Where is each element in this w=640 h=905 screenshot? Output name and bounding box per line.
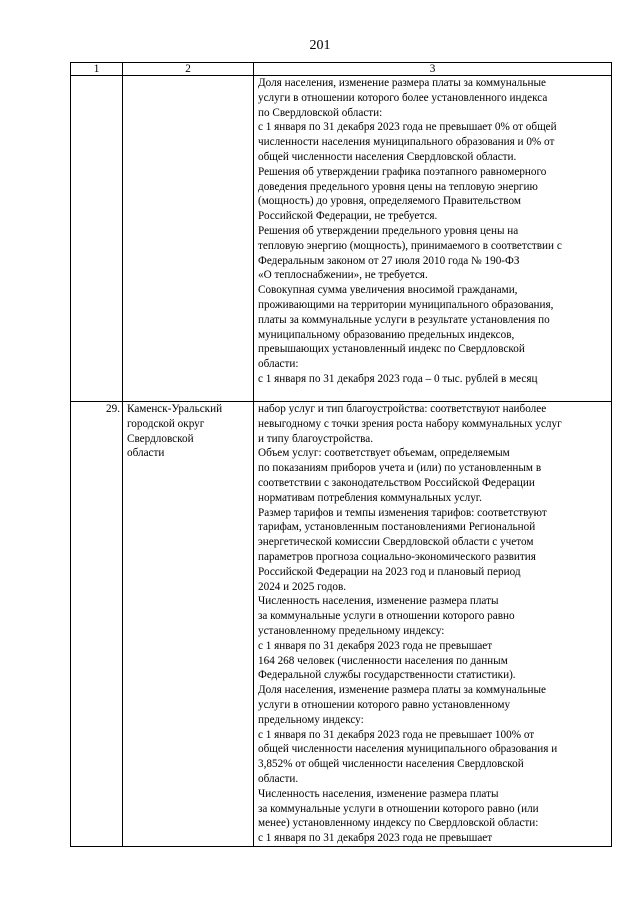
text-line: области. (258, 772, 299, 785)
text-line: Федеральной службы государственности статистики). (258, 669, 516, 682)
text-line: Численность населения, изменение размера платы (258, 595, 499, 608)
text-line: по Свердловской области: (258, 106, 383, 119)
text-line: Федеральным законом от 27 июля 2010 года № 190-ФЗ (258, 254, 520, 267)
text-line: установленному предельному индексу: (258, 624, 445, 637)
conditions-text-cell (254, 76, 612, 402)
column-header-3: 3 (254, 63, 612, 76)
row-number-cell: 29. (71, 402, 123, 847)
text-line: Решения об утверждении графика поэтапного равномерного (258, 165, 547, 178)
text-line: услуги в отношении которого более установленного индекса (258, 91, 548, 104)
text-line: Решения об утверждении предельного уровня цены на (258, 224, 519, 237)
text-line: по показаниям приборов учета и (или) по установленным в (258, 462, 542, 475)
text-line: Совокупная сумма увеличения вносимой гражданами, (258, 284, 518, 297)
text-line: Объем услуг: соответствует объемам, определяемым (258, 447, 510, 460)
text-line: городской округ (127, 417, 205, 430)
municipality-cell (123, 402, 254, 847)
text-line: с 1 января по 31 декабря 2023 года не превышает (258, 832, 493, 845)
text-line: общей численности населения муниципального образования и (258, 743, 558, 756)
text-line: с 1 января по 31 декабря 2023 года не превышает 100% от (258, 728, 535, 741)
text-line: с 1 января по 31 декабря 2023 года не превышает (258, 639, 493, 652)
text-line: за коммунальные услуги в отношении которого равно (или (258, 802, 539, 815)
text-line: области (127, 447, 165, 460)
text-line: Российской Федерации, не требуется. (258, 210, 438, 223)
text-line: и типу благоустройства. (258, 432, 373, 445)
text-line: за коммунальные услуги в отношении которого равно (258, 610, 515, 623)
row-number-cell (71, 76, 123, 402)
text-line: Доля населения, изменение размера платы за коммунальные (258, 77, 546, 89)
text-line: Размер тарифов и темпы изменения тарифов: соответствуют (258, 506, 547, 519)
table-header-row (71, 63, 612, 76)
text-line: с 1 января по 31 декабря 2023 года – 0 тыс. рублей в месяц (258, 372, 538, 385)
column-header-1: 1 (71, 63, 123, 76)
text-line: Каменск-Уральский (127, 403, 223, 415)
text-line: менее) установленному индексу по Свердловской области: (258, 817, 539, 830)
text-line: муниципальному образованию предельных индексов, (258, 328, 515, 341)
text-line: (мощность) до уровня, определяемого Правительством (258, 195, 521, 208)
text-line: Российской Федерации на 2023 год и плановый период (258, 565, 521, 578)
document-table (70, 62, 612, 847)
text-line: проживающими на территории муниципального образования, (258, 298, 554, 311)
text-line: 3,852% от общей численности населения Свердловской (258, 758, 524, 771)
text-line: области: (258, 358, 299, 371)
text-line: нормативам потребления коммунальных услуг. (258, 491, 482, 504)
text-line: тарифам, установленным постановлениями Региональной (258, 521, 536, 534)
text-line: энергетической комиссии Свердловской области с учетом (258, 536, 534, 549)
text-line: 164 268 человек (численности населения по данным (258, 654, 508, 667)
conditions-text-cell (254, 402, 612, 847)
text-line: набор услуг и тип благоустройства: соответствуют наиболее (258, 403, 547, 415)
text-line: тепловую энергию (мощность), принимаемого в соответствии с (258, 239, 562, 252)
text-line: 2024 и 2025 годов. (258, 580, 347, 593)
municipality-cell (123, 76, 254, 402)
text-line: соответствии с законодательством Российской Федерации (258, 476, 535, 489)
text-line: Доля населения, изменение размера платы за коммунальные (258, 684, 546, 697)
page-number: 201 (309, 38, 331, 53)
text-line: общей численности населения Свердловской области. (258, 150, 517, 163)
text-line: Численность населения, изменение размера платы (258, 787, 499, 800)
text-line: с 1 января по 31 декабря 2023 года не превышает 0% от общей (258, 121, 557, 134)
text-line: предельному индексу: (258, 713, 364, 726)
text-line: платы за коммунальные услуги в результате установления по (258, 313, 550, 326)
text-line: «О теплоснабжении», не требуется. (258, 269, 428, 282)
table-row (71, 76, 612, 402)
table-row (71, 402, 612, 847)
text-line: превышающих установленный индекс по Свердловской (258, 343, 525, 356)
text-line: невыгодному с точки зрения роста набору коммунальных услуг (258, 417, 562, 430)
text-line: услуги в отношении которого равно установленному (258, 698, 511, 711)
text-line: параметров прогноза социально-экономического развития (258, 550, 536, 563)
text-line: доведения предельного уровня цены на тепловую энергию (258, 180, 538, 193)
text-line: Свердловской (127, 432, 194, 445)
text-line: численности населения муниципального образования и 0% от (258, 136, 555, 149)
column-header-2: 2 (123, 63, 254, 76)
